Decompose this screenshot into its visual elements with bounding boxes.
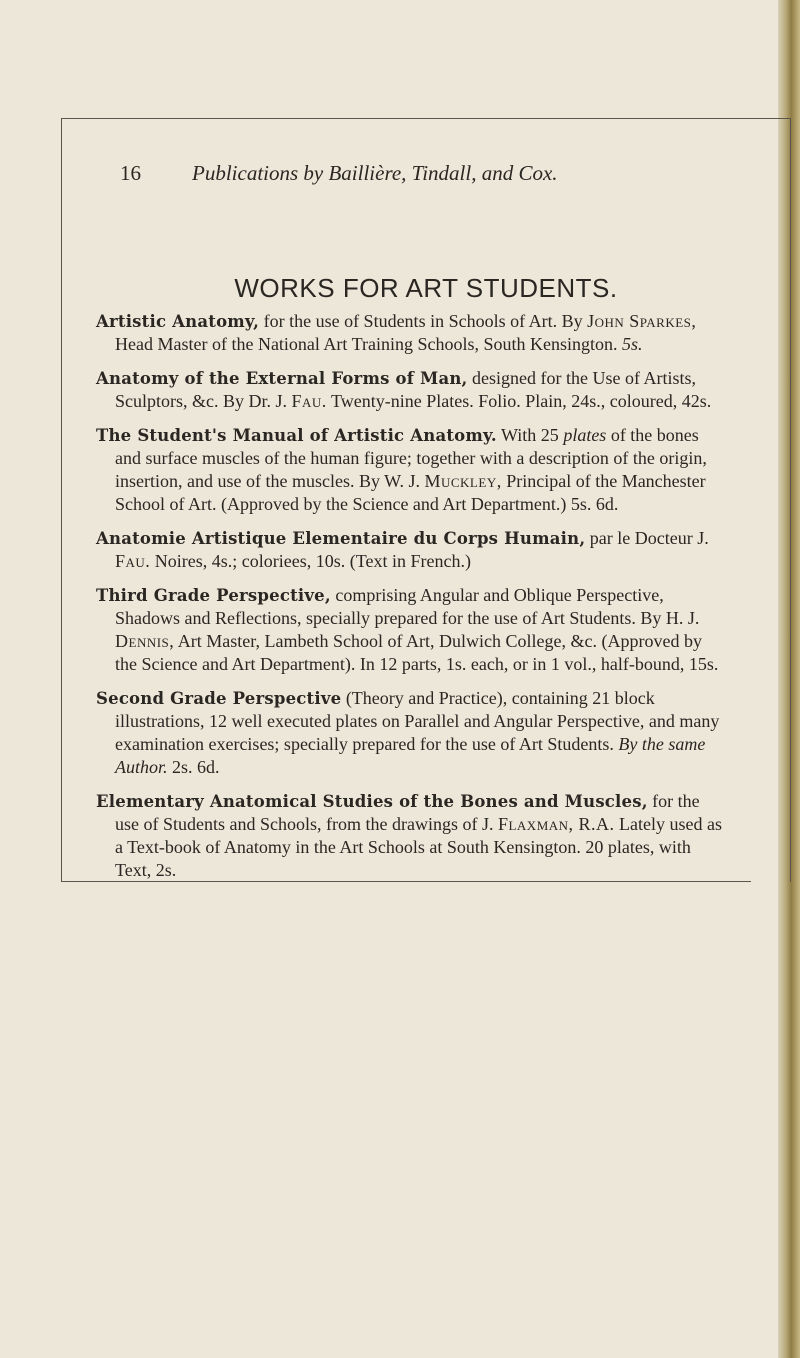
- entry-author: Muckley,: [424, 471, 502, 491]
- book-entry-anatomie-artistique: Anatomie Artistique Elementaire du Corps Humain, par le Docteur J. Fau. Noires, 4s.; coloriees, 10s. (Text in French.): [96, 528, 709, 571]
- book-list: [96, 310, 726, 893]
- book-entry-external-forms: Anatomy of the External Forms of Man, designed for the Use of Artists, Sculptors, &c. By Dr. J. Fau. Twenty-nine Plates. Folio. Plain, 24s., coloured, 42s.: [96, 368, 712, 411]
- book-entry-second-grade-perspective: Second Grade Perspective (Theory and Practice), containing 21 block illustrations, 12 well executed plates on Parallel and Angular Perspective, and many examination exercises; specially prepared for the use of Art Students. By the same Author. 2s. 6d.: [96, 688, 720, 777]
- entry-author: Fau.: [115, 551, 151, 571]
- page-number: 16: [120, 161, 141, 185]
- entry-title: Artistic Anatomy,: [96, 312, 260, 331]
- entry-price: 5s. 6d.: [570, 494, 619, 514]
- entry-author: Flaxman, R.A.: [497, 814, 615, 834]
- entry-title: Anatomie Artistique Elementaire du Corps Humain,: [96, 529, 586, 548]
- book-entry-students-manual: The Student's Manual of Artistic Anatomy. With 25 plates of the bones and surface muscles of the human figure; together with a description of the origin, insertion, and use of the muscles. By W. J. Muckley, Principal of the Manchester School of Art. (Approved by the Science and Art Department.) 5s. 6d.: [96, 425, 707, 514]
- entry-author: Fau.: [291, 391, 327, 411]
- entry-title: Elementary Anatomical Studies of the Bones and Muscles,: [96, 792, 648, 811]
- entry-author: Dennis,: [115, 631, 175, 651]
- entry-price: 24s., coloured, 42s.: [571, 391, 712, 411]
- section-heading: WORKS FOR ART STUDENTS.: [234, 273, 618, 303]
- entry-title: The Student's Manual of Artistic Anatomy.: [96, 426, 497, 445]
- entry-price: 5s.: [621, 334, 643, 354]
- entry-title: Anatomy of the External Forms of Man,: [96, 369, 468, 388]
- page-header: [120, 160, 760, 186]
- book-entry-third-grade-perspective: Third Grade Perspective, comprising Angular and Oblique Perspective, Shadows and Reflections, specially prepared for the use of Art Students. By H. J. Dennis, Art Master, Lambeth School of Art, Dulwich College, &c. (Approved by the Science and Art Department). In 12 parts, 1s. each, or in 1 vol., half-bound, 15s.: [96, 585, 719, 674]
- entry-title: Second Grade Perspective: [96, 689, 342, 708]
- book-entry-artistic-anatomy: Artistic Anatomy, for the use of Students in Schools of Art. By John Sparkes, Head Master of the National Art Training Schools, South Kensington. 5s.: [96, 311, 697, 354]
- running-title: Publications by Baillière, Tindall, and Cox.: [192, 161, 558, 185]
- entry-title: Third Grade Perspective,: [96, 586, 331, 605]
- entry-byline: By the same Author.: [115, 734, 706, 777]
- book-entry-elementary-anatomical-studies: Elementary Anatomical Studies of the Bones and Muscles, for the use of Students and Schools, from the drawings of J. Flaxman, R.A. Lately used as a Text-book of Anatomy in the Art Schools at South Kensington. 20 plates, with Text, 2s.: [96, 791, 723, 880]
- entry-price: 2s. 6d.: [167, 757, 220, 777]
- entry-author: John Sparkes,: [587, 311, 697, 331]
